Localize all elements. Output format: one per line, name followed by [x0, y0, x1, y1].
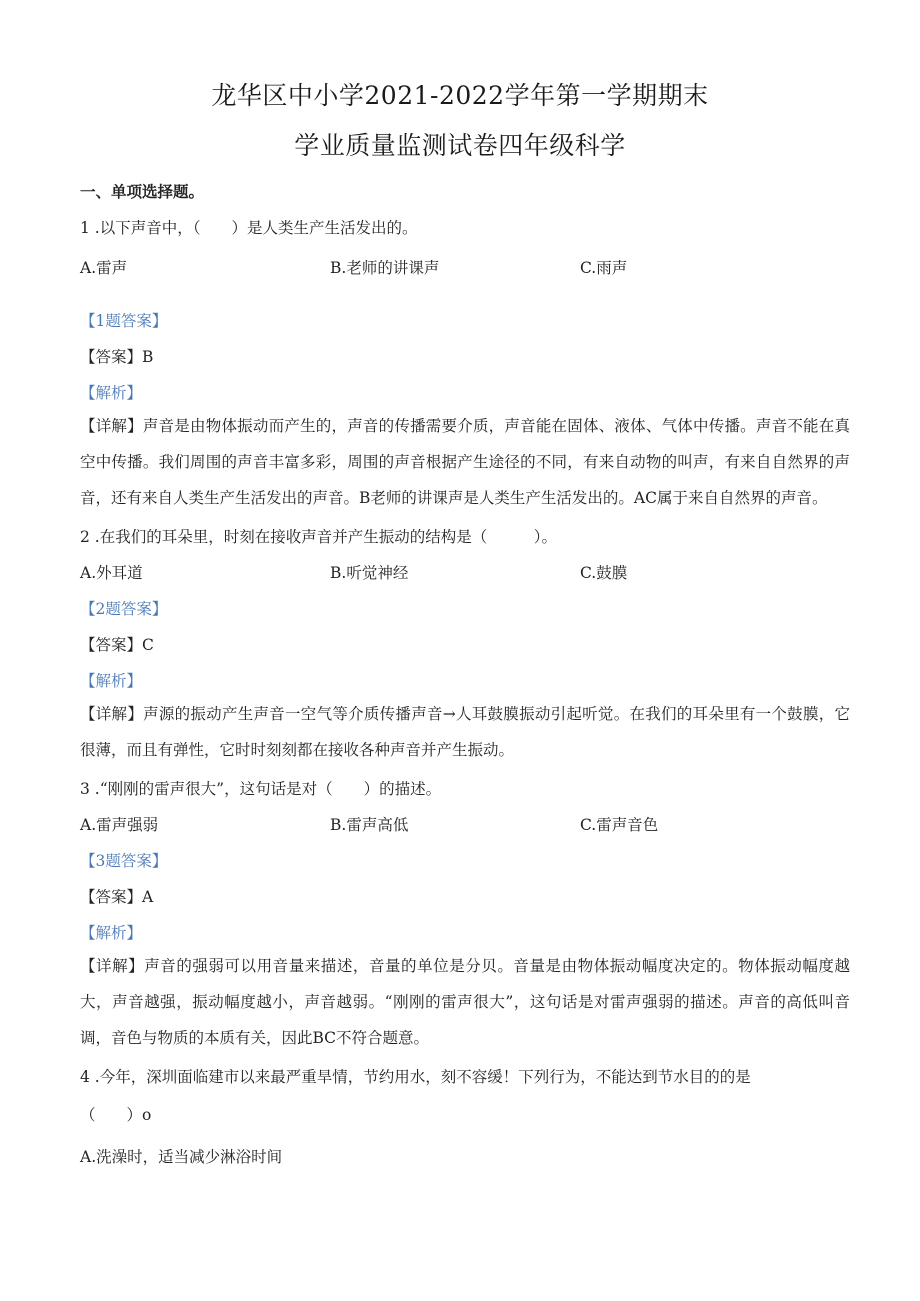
question-3-detail: 【详解】声音的强弱可以用音量来描述，音量的单位是分贝。音量是由物体振动幅度决定的。物体振动幅度越大，声音越强，振动幅度越小，声音越弱。“刚刚的雷声很大”，这句话是对雷声强弱的描述。声音的高低叫音调，音色与物质的本质有关，因此BC不符合题意。: [80, 957, 850, 1047]
question-1-detail: 【详解】声音是由物体振动而产生的，声音的传播需要介质，声音能在固体、液体、气体中传播。声音不能在真空中传播。我们周围的声音丰富多彩，周围的声音根据产生途径的不同，有来自动物的叫声，有来自自然界的声音，还有来自人类生产生活发出的声音。B老师的讲课声是人类生产生活发出的。AC属于来自自然界的声音。: [80, 417, 850, 507]
question-3-answer: 【答案】A: [80, 888, 154, 906]
question-2-option-b: B.听觉神经: [330, 564, 409, 582]
question-4-stem-cont: （ ）o: [80, 1106, 152, 1124]
question-2-answer-tag: 【2题答案】: [80, 600, 168, 618]
question-4-option-a: A.洗澡时，适当减少淋浴时间: [80, 1148, 283, 1166]
question-1-option-c: C.雨声: [580, 259, 628, 277]
question-1-answer-tag: 【1题答案】: [80, 312, 168, 330]
question-1-answer: 【答案】B: [80, 348, 154, 366]
question-1-option-b: B.老师的讲课声: [330, 259, 440, 277]
question-3-option-a: A.雷声强弱: [80, 816, 159, 834]
section-heading: 一、单项选择题。: [80, 182, 205, 201]
question-2-answer: 【答案】C: [80, 636, 154, 654]
question-2-option-a: A.外耳道: [80, 564, 143, 582]
question-1-stem: 1 .以下声音中，（ ）是人类生产生活发出的。: [80, 219, 418, 237]
question-3-analysis-tag: 【解析】: [80, 924, 143, 942]
question-3-option-b: B.雷声高低: [330, 816, 409, 834]
question-3-stem: 3 .“刚刚的雷声很大”，这句话是对（ ）的描述。: [80, 780, 442, 798]
question-3-option-c: C.雷声音色: [580, 816, 659, 834]
question-2-stem: 2 .在我们的耳朵里，时刻在接收声音并产生振动的结构是（ ）。: [80, 528, 557, 546]
title-line-2: 学业质量监测试卷四年级科学: [294, 131, 626, 160]
question-4-stem: 4 .今年，深圳面临建市以来最严重旱情，节约用水，刻不容缓！下列行为，不能达到节水目的的是: [80, 1068, 751, 1086]
question-2-detail: 【详解】声源的振动产生声音一空气等介质传播声音→人耳鼓膜振动引起听觉。在我们的耳朵里有一个鼓膜，它很薄，而且有弹性，它时时刻刻都在接收各种声音并产生振动。: [80, 705, 850, 759]
title-line-1: 龙华区中小学2021-2022学年第一学期期末: [211, 81, 709, 110]
question-1-analysis-tag: 【解析】: [80, 384, 143, 402]
question-1-option-a: A.雷声: [80, 259, 128, 277]
question-2-option-c: C.鼓膜: [580, 564, 628, 582]
question-2-analysis-tag: 【解析】: [80, 672, 143, 690]
question-3-answer-tag: 【3题答案】: [80, 852, 168, 870]
